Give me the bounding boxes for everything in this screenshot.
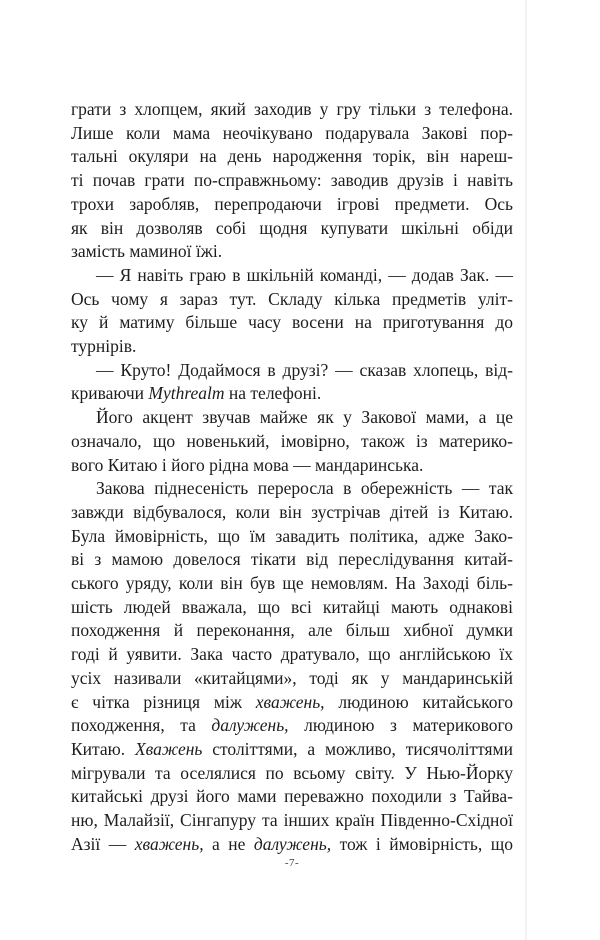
text-line	[71, 454, 513, 478]
text-run: Була ймовірність, що їм завадить політика, адже Зако-	[71, 525, 513, 546]
italic-run: Mythrealm	[148, 383, 225, 404]
text-line	[71, 833, 513, 857]
text-line	[71, 430, 513, 454]
italic-run: далужень,	[211, 715, 289, 736]
text-run: як він дозволяв собі щодня купувати шкільні обіди	[71, 217, 513, 238]
page-edge-shadow	[525, 0, 527, 940]
text-run: вого Китаю і його рідна мова — мандаринська.	[71, 454, 424, 475]
italic-run: Хважень	[134, 738, 203, 759]
text-run: китайські друзі його мами переважно походили з Тайва-	[71, 786, 513, 807]
text-line	[71, 762, 513, 786]
text-run: замість маминої їжі.	[71, 241, 223, 262]
text-line	[71, 359, 513, 383]
text-line	[71, 98, 513, 122]
text-line	[71, 406, 513, 430]
text-run: походження й переконання, але більш хибної думки	[71, 620, 513, 641]
text-run: ського уряду, коли він був ще немовлям. На Заході біль-	[71, 573, 513, 594]
text-line	[71, 572, 513, 596]
text-paragraph	[71, 264, 513, 359]
text-line	[71, 619, 513, 643]
text-line	[71, 477, 513, 501]
text-line	[71, 714, 513, 738]
text-line	[71, 264, 513, 288]
italic-run: хважень,	[134, 833, 204, 854]
text-paragraph	[71, 98, 513, 264]
text-line	[71, 548, 513, 572]
text-run: означало, що новенький, імовірно, також із материко-	[71, 430, 513, 451]
text-line	[71, 501, 513, 525]
text-line	[71, 667, 513, 691]
text-line	[71, 169, 513, 193]
text-run: мігрували та оселялися по всьому світу. У Нью-Йорку	[71, 762, 513, 783]
text-run: ві з мамою довелося тікати від переслідування китай-	[71, 549, 513, 570]
text-run: годі й уявити. Зака часто дратувало, що англійською їх	[71, 644, 513, 665]
text-run: є чітка різниця між	[71, 691, 256, 712]
text-line	[71, 217, 513, 241]
text-run: Азії —	[71, 833, 135, 854]
italic-run: хважень,	[255, 691, 325, 712]
text-line	[71, 809, 513, 833]
text-paragraph	[71, 359, 513, 406]
text-line	[71, 525, 513, 549]
text-line	[71, 596, 513, 620]
text-run: ню, Малайзії, Сінгапуру та інших країн Південно-Східної	[71, 810, 513, 831]
text-run: шість людей вважала, що всі китайці мають однакові	[71, 596, 513, 617]
italic-run: далужень,	[253, 833, 332, 854]
text-line	[71, 288, 513, 312]
text-paragraph	[71, 406, 513, 477]
text-line	[71, 193, 513, 217]
text-run: а не	[203, 833, 254, 854]
text-line	[71, 643, 513, 667]
text-run: Китаю.	[71, 738, 135, 759]
text-run: тож і ймовірність, що	[331, 833, 513, 854]
text-run: криваючи	[71, 383, 149, 404]
text-run: трохи заробляв, перепродаючи ігрові предмети. Ось	[71, 193, 513, 214]
text-run: Закова піднесеність переросла в обережність — так	[96, 478, 513, 499]
text-line	[71, 145, 513, 169]
text-line	[71, 311, 513, 335]
text-run: людиною з материкового	[288, 715, 513, 736]
text-line	[71, 738, 513, 762]
text-run: тальні окуляри на день народження торік, він нареш-	[71, 146, 513, 167]
text-line	[71, 240, 513, 264]
text-run: Ось чому я зараз тут. Складу кілька предметів уліт-	[71, 288, 513, 309]
text-run: століттями, а можливо, тисячоліттями	[202, 738, 513, 759]
text-run: усіх називали «китайцями», тоді як у мандаринській	[71, 667, 513, 688]
text-run: — Я навіть граю в шкільній команді, — додав Зак. —	[96, 264, 513, 285]
text-line	[71, 382, 513, 406]
text-run: походження, та	[71, 715, 212, 736]
text-run: — Круто! Додаймося в друзі? — сказав хлопець, від-	[96, 359, 513, 380]
text-line	[71, 335, 513, 359]
text-run: ті почав грати по-справжньому: заводив друзів і навіть	[71, 170, 513, 191]
text-run: турнірів.	[71, 336, 137, 357]
text-run: ку й матиму більше часу восени на приготування до	[71, 312, 513, 333]
text-line	[71, 785, 513, 809]
text-run: грати з хлопцем, який заходив у гру тільки з телефона.	[71, 99, 513, 119]
text-run: Його акцент звучав майже як у Закової мами, а це	[96, 407, 513, 428]
text-run: на телефоні.	[224, 383, 322, 404]
text-line	[71, 691, 513, 715]
text-run: завжди відбувалося, коли він зустрічав дітей із Китаю.	[71, 501, 513, 522]
text-run: Лише коли мама неочікувано подарувала Закові пор-	[71, 122, 513, 143]
text-run: людиною китайського	[324, 691, 513, 712]
text-line	[71, 122, 513, 146]
text-block	[71, 98, 513, 857]
page-number: -7-	[284, 857, 300, 869]
text-paragraph	[71, 477, 513, 856]
